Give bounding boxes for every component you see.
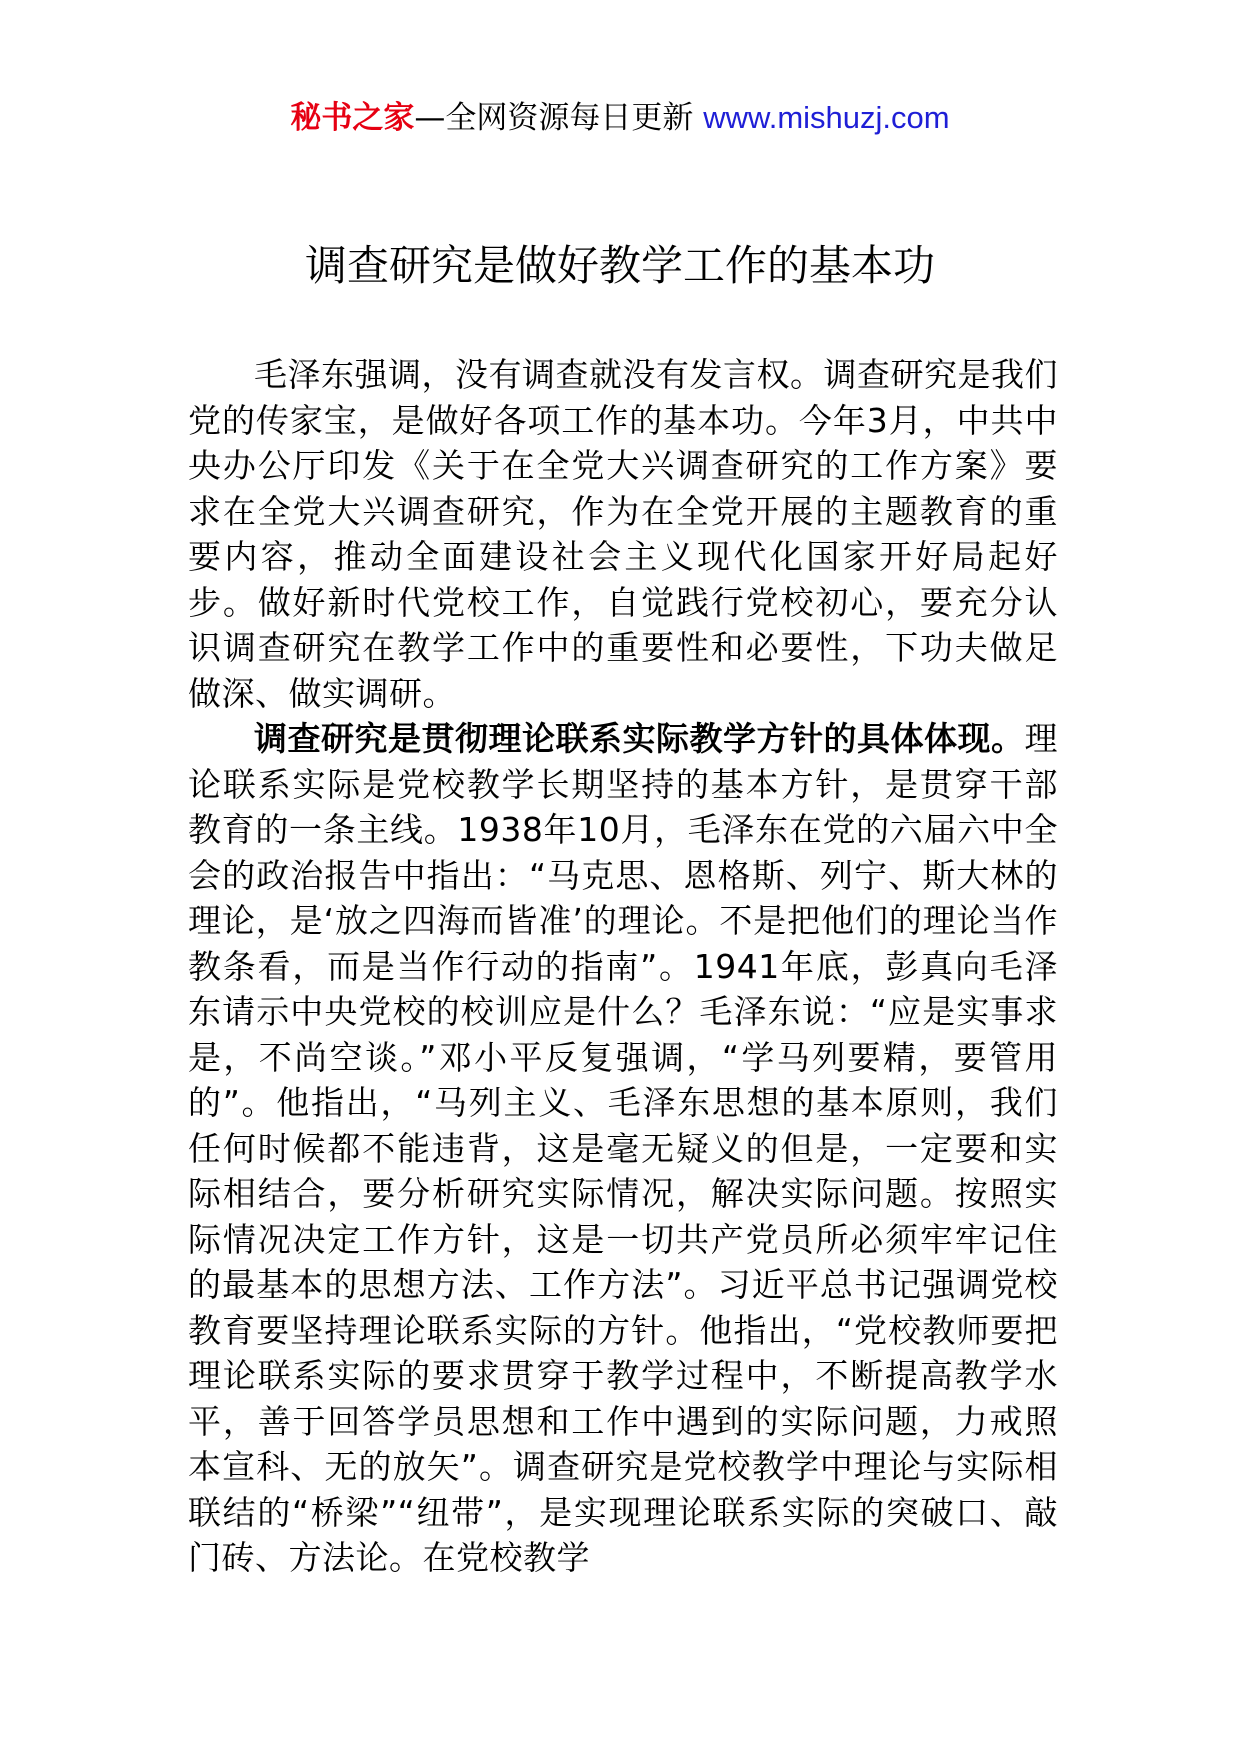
body-paragraph-1: 毛泽东强调，没有调查就没有发言权。调查研究是我们党的传家宝，是做好各项工作的基本功。今年3月，中共中央办公厅印发《关于在全党大兴调查研究的工作方案》要求在全党大兴调查研究，作为在全党开展的主题教育的重要内容，推动全面建设社会主义现代化国家开好局起好步。做好新时代党校工作，自觉践行党校初心，要充分认识调查研究在教学工作中的重要性和必要性，下功夫做足做深、做实调研。 xyxy=(188,355,1058,713)
paragraph-body-text: 理论联系实际是党校教学长期坚持的基本方针，是贯穿干部教育的一条主线。1938年10月，毛泽东在党的六届六中全会的政治报告中指出：“马克思、恩格斯、列宁、斯大林的理论，是‘放之四海而皆准’的理论。不是把他们的理论当作教条看，而是当作行动的指南”。1941年底，彭真向毛泽东请示中央党校的校训应是什么？毛泽东说：“应是实事求是，不尚空谈。”邓小平反复强调，“学马列要精，要管用的”。他指出，“马列主义、毛泽东思想的基本原则，我们任何时候都不能违背，这是毫无疑义的但是，一定要和实际相结合，要分析研究实际情况，解决实际问题。按照实际情况决定工作方针，这是一切共产党员所必须牢牢记住的最基本的思想方法、工作方法”。习近平总书记强调党校教育要坚持理论联系实际的方针。他指出，“党校教师要把理论联系实际的要求贯穿于教学过程中，不断提高教学水平，善于回答学员思想和工作中遇到的实际问题，力戒照本宣科、无的放矢”。调查研究是党校教学中理论与实际相联结的“桥梁”“纽带”，是实现理论联系实际的突破口、敲门砖、方法论。在党校教学 xyxy=(188,719,1058,1577)
site-header xyxy=(0,98,1240,138)
site-slogan: —全网资源每日更新 xyxy=(414,100,704,136)
site-url-link[interactable]: www.mishuzj.com xyxy=(703,100,950,135)
document-title: 调查研究是做好教学工作的基本功 xyxy=(304,241,935,290)
body-paragraph-2 xyxy=(188,716,1058,1581)
site-brand: 秘书之家 xyxy=(290,100,415,136)
document-body xyxy=(188,352,1058,1581)
paragraph-lead-sentence: 调查研究是贯彻理论联系实际教学方针的具体体现。 xyxy=(254,719,1025,758)
